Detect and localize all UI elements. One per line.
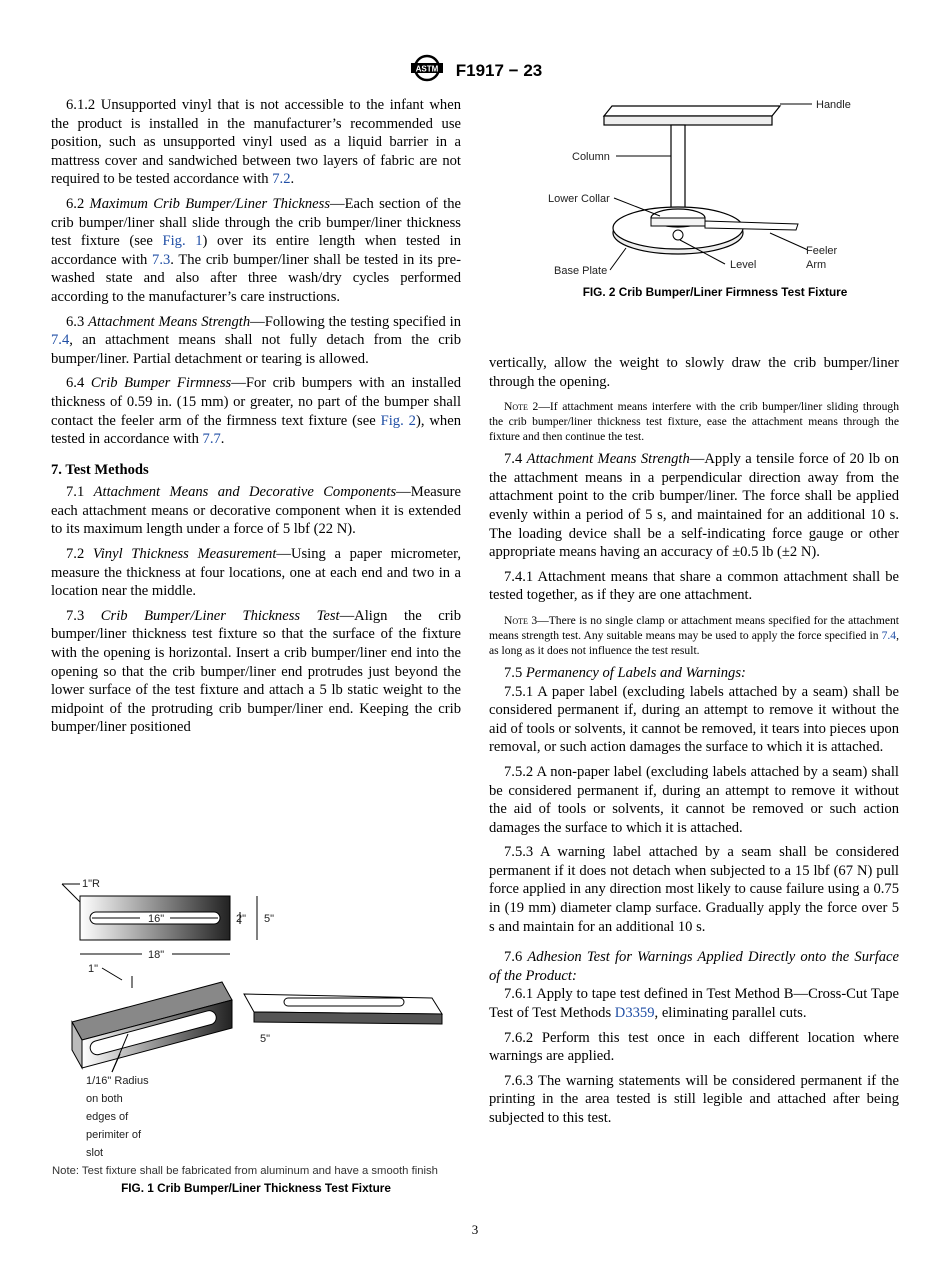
svg-text:1": 1" [88,963,99,975]
ref-7-3-link[interactable]: 7.3 [152,251,171,268]
level-shape [673,230,683,240]
svg-text:on both: on both [86,1093,123,1105]
svg-text:Column: Column [572,151,610,163]
handle-shape [604,106,780,116]
note-2: Note 2—If attachment means interfere with the crib bumper/liner sliding through the crib bumper/liner thickness test fixture, ease the attachment means through the fixture and then continue the test. [489,400,899,444]
figure-2 [530,88,900,299]
note-3: Note 3—There is no single clamp or attachment means specified for the attachment means strength test. Any suitable means may be used to apply the force specified in 7.4, as long as it does not influence the test result. [489,613,899,657]
ref-fig2-link[interactable]: Fig. 2 [380,412,416,429]
para-7-6-2: 7.6.2 Perform this test once in each different location where warnings are applied. [489,1029,899,1065]
svg-text:16": 16" [148,913,165,925]
svg-text:1"R: 1"R [82,878,100,890]
para-6-4: 6.4 Crib Bumper Firmness—For crib bumpers with an installed thickness of 0.59 in. (15 mm) or greater, no part of the bumper shall contact the feeler arm of the firmness text fixture (see Fig. 2), when tested in accordance with 7.7. [51,375,462,448]
ref-7-4-link-note[interactable]: 7.4 [881,628,897,642]
svg-text:perimiter of: perimiter of [86,1129,142,1141]
para-7-2: 7.2 Vinyl Thickness Measurement—Using a paper micrometer, measure the thickness at four locations, one at each end and two in a location near the middle. [51,546,461,600]
svg-text:Lower Collar: Lower Collar [548,193,610,205]
svg-text:Arm: Arm [806,259,827,271]
left-column [51,96,461,743]
svg-text:ASTM: ASTM [415,64,439,74]
thickness-fixture-diagram [52,872,460,1160]
para-7-4-1: 7.4.1 Attachment means that share a common attachment shall be tested together, as if they are one attachment. [489,568,899,604]
svg-text:Base Plate: Base Plate [554,265,608,277]
para-7-6-3: 7.6.3 The warning statements will be considered permanent if the printing in the area tested is still legible and attached after being subjected to this test. [489,1072,899,1126]
svg-text:1/16" Radius: 1/16" Radius [86,1075,149,1087]
para-7-1: 7.1 Attachment Means and Decorative Components—Measure each attachment means or decorative component when it is extended to its maximum length under a force of 5 lbf (22 N). [51,484,462,538]
para-7-6-1: 7.6.1 Apply to tape test defined in Test Method B—Cross-Cut Tape Test of Test Methods D3359, eliminating parallel cuts. [489,986,899,1022]
para-6-1-2: 6.1.2 Unsupported vinyl that is not accessible to the infant when the product is installed in the manufacturer’s recommended use position, such as unsupported vinyl used as a liquid barrier in a mattress cover and sandwiched between two layers of fabric are not required to be tested accordance with 7.2. [51,97,461,188]
page-number: 3 [471,1222,479,1237]
svg-text:5": 5" [260,1033,271,1045]
figure-1-note: Note: Test fixture shall be fabricated from aluminum and have a smooth finish [52,1165,438,1177]
para-7-5: 7.5 Permanency of Labels and Warnings: [504,664,746,681]
right-column [489,354,899,1134]
feeler-arm-shape [705,221,798,230]
para-6-2: 6.2 Maximum Crib Bumper/Liner Thickness—Each section of the crib bumper/liner shall slide through the crib bumper/liner thickness test fixture (see Fig. 1) over its entire length when tested in accordance with 7.3. The crib bumper/liner shall be tested in its pre-washed state and also after three wash/dry cycles performed according to the manufacturer’s care instructions. [51,195,462,305]
para-7-3-continued: vertically, allow the weight to slowly draw the crib bumper/liner through the opening. [489,355,899,390]
para-7-5-2: 7.5.2 A non-paper label (excluding labels attached by a seam) shall be considered permanent if, during an attempt to remove it without the aid of tools or solvents, it cannot be removed or such action damages the surface to which it is attached. [489,763,899,836]
ref-7-2-link[interactable]: 7.2 [272,171,291,188]
ref-7-4-link[interactable]: 7.4 [51,332,70,349]
svg-text:Level: Level [730,259,757,271]
firmness-fixture-diagram [530,88,900,278]
standard-designation: F1917 − 23 [455,60,543,80]
ref-d3359-link[interactable]: D3359 [614,1005,655,1022]
ref-7-7-link[interactable]: 7.7 [202,431,221,448]
svg-text:18": 18" [148,949,165,961]
figure-1-caption: FIG. 1 Crib Bumper/Liner Thickness Test Fixture [121,1181,391,1195]
para-7-3: 7.3 Crib Bumper/Liner Thickness Test—Align the crib bumper/liner thickness test fixture so that the surface of the fixture with the opening is horizontal. Insert a crib bumper/liner end into the opening so that the crib bumper/liner end protrudes just beyond the lower surface of the test fixture and attach a 5 lb static weight to the midpoint of the protruding crib bumper/liner end. Keeping the crib bumper/liner positioned [51,607,461,736]
figure-2-caption: FIG. 2 Crib Bumper/Liner Firmness Test Fixture [582,285,848,299]
svg-text:Handle: Handle [816,99,851,111]
section-heading-test-methods: 7. Test Methods [51,461,149,478]
page-header [0,54,950,87]
para-6-3: 6.3 Attachment Means Strength—Following the testing specified in 7.4, an attachment means shall not fully detach from the crib bumper/liner. Partial detachment or tearing is allowed. [51,313,462,367]
para-7-5-3: 7.5.3 A warning label attached by a seam shall be considered permanent if it does not detach when subjected to a 15 lbf (67 N) pull force applied in any direction most likely to cause failure using a 0.75 in (19 mm) diameter clamp surface. Gradually apply the force over 5 s and maintain for an additional 10 s. [489,844,899,935]
para-7-4: 7.4 Attachment Means Strength—Apply a tensile force of 20 lb on the attachment means in a perpendicular direction away from the attachment point to the crib bumper/liner. The force shall be applied evenly within a period of 5 s, and maintained for an additional 10 s. The loading device shall be a self-indicating force gauge or other appropriate means having an accuracy of ±0.5 lb (±2 N). [489,451,899,561]
figure-1 [52,872,460,1195]
svg-text:slot: slot [86,1147,104,1159]
para-7-6: 7.6 Adhesion Test for Warnings Applied Directly onto the Surface of the Product: [489,949,899,984]
ref-fig1-link[interactable]: Fig. 1 [162,233,203,250]
para-7-5-1: 7.5.1 A paper label (excluding labels attached by a seam) shall be considered permanent if, during an attempt to remove it without the aid of tools or solvents, it cannot be removed, it tears into pieces upon removal, or such action damages the surface to which it is attached. [489,683,899,756]
astm-logo-icon [408,54,446,87]
svg-text:5": 5" [264,913,275,925]
svg-text:edges of: edges of [86,1111,129,1123]
svg-text:2": 2" [236,913,247,925]
svg-text:Feeler: Feeler [806,245,838,257]
column-shape [671,125,685,215]
